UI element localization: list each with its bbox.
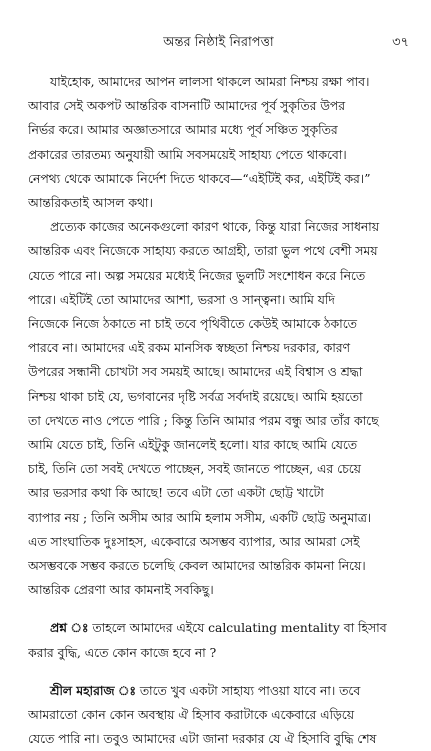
- text-line: নিশ্চয় থাকা চাই যে, ভগবানের দৃষ্টি সর্বত্র সর্বদাই রয়েছে। আমি হয়তো: [28, 389, 363, 404]
- text-line: তা দেখতে নাও পেতে পারি ; কিন্তু তিনি আমার পরম বন্ধু আর তাঁর কাছে: [28, 413, 379, 428]
- text-line: পারবে না। আমাদের এই রকম মানসিক স্বচ্ছতা নিশ্চয় দরকার, কারণ: [28, 341, 350, 356]
- page-header: [28, 34, 409, 62]
- text-line: নির্ভর করে। আমার অজ্ঞাতসারে আমার মধ্যে পূর্ব সঞ্চিত সুকৃতির: [28, 123, 338, 138]
- text-line: ব্যাপার নয় ; তিনি অসীম আর আমি হলাম সসীম, একটি ছোট্ট অনুমাত্র।: [28, 510, 372, 525]
- page-body: [28, 70, 409, 751]
- question-text-before: তাহলে আমাদের এইযে: [92, 621, 205, 636]
- text-line: করার বুদ্ধি, এতে কোন কাজে হবে না ?: [28, 645, 217, 660]
- paragraph-spacer: [28, 665, 409, 679]
- text-line: নিজেকে নিজে ঠকাতে না চাই তবে পৃথিবীতে কেউই আমাকে ঠকাতে: [28, 317, 357, 332]
- text-line: চাই, তিনি তো সবই দেখতে পাচ্ছেন, সবই জানতে পাচ্ছেন, এর চেয়ে: [28, 462, 361, 477]
- text-line: নেপথ্য থেকে আমাকে নির্দেশ দিতে থাকবে—“এইটিই কর, এইটিই কর।”: [28, 171, 371, 186]
- question-label: প্রশ্ন ঃ: [50, 620, 89, 636]
- text-line: আমি যেতে চাই, তিনি এইটুকু জানলেই হলো। যার কাছে আমি যেতে: [28, 438, 358, 453]
- paragraph-2: [28, 215, 409, 602]
- text-line: আমরাতো কোন কোন অবস্থায় ঐ হিসাব করাটাকে একেবারে এড়িয়ে: [28, 708, 354, 723]
- text-line: আর ভরসার কথা কি আছে! তবে এটা তো একটা ছোট্ট খাটো: [28, 486, 324, 501]
- question-paragraph: [28, 616, 409, 664]
- paragraph-1: [28, 70, 409, 215]
- text-line: যাইহোক, আমাদের আপন লালসা থাকলে আমরা নিশ্চয় রক্ষা পাব।: [50, 75, 370, 89]
- question-english-phrase: calculating mentality: [208, 621, 340, 636]
- answer-label: শ্রীল মহারাজ ঃ: [50, 682, 136, 698]
- text-line: পারে। এইটিই তো আমাদের আশা, ভরসা ও সান্ত্বনা। আমি যদি: [28, 292, 335, 307]
- answer-text: তাতে খুব একটা সাহায্য পাওয়া যাবে না। তবে: [139, 683, 361, 698]
- text-line: প্রকারের তারতম্য অনুযায়ী আমি সবসময়েই সাহায্য পেতে থাকবো।: [28, 147, 347, 162]
- answer-paragraph: [28, 679, 409, 751]
- text-line: যেতে পারি না। তবুও আমাদের এটা জানা দরকার যে ঐ হিসাবি বুদ্ধি শেষ: [28, 732, 377, 747]
- answer-line: [28, 679, 409, 703]
- running-title: অন্তর নিষ্ঠাই নিরাপত্তা: [163, 35, 274, 50]
- question-line: [28, 616, 409, 640]
- text-line: আন্তরিক এবং নিজেকে সাহায্য করতে আগ্রহী, তারা ভুল পথে বেশী সময়: [28, 244, 378, 259]
- text-line: প্রত্যেক কাজের অনেকগুলো কারণ থাকে, কিন্তু যারা নিজের সাধনায়: [50, 220, 379, 235]
- text-line: যেতে পারে না। অল্প সময়ের মধ্যেই নিজের ভুলটি সংশোধন করে নিতে: [28, 268, 366, 283]
- text-line: এত সাংঘাতিক দুঃসাহস, একেবারে অসম্ভব ব্যাপার, আর আমরা সেই: [28, 534, 360, 549]
- paragraph-spacer: [28, 602, 409, 616]
- text-line: উপরের সন্ধানী চোখটা সব সময়ই আছে। আমাদের এই বিশ্বাস ও শ্রদ্ধা: [28, 365, 363, 380]
- text-line: আবার সেই অকপট আন্তরিক বাসনাটি আমাদের পূর্ব সুকৃতির উপর: [28, 99, 345, 114]
- text-line: আন্তরিকতাই আসল কথা।: [28, 196, 153, 211]
- text-line: আন্তরিক প্রেরণা আর কামনাই সবকিছু।: [28, 583, 214, 598]
- page-number: ৩৭: [392, 35, 409, 50]
- text-line: অসম্ভবকে সম্ভব করতে চলেছি কেবল আমাদের আন্তরিক কামনা নিয়ে।: [28, 559, 366, 574]
- question-text-after: বা হিসাব: [343, 621, 387, 636]
